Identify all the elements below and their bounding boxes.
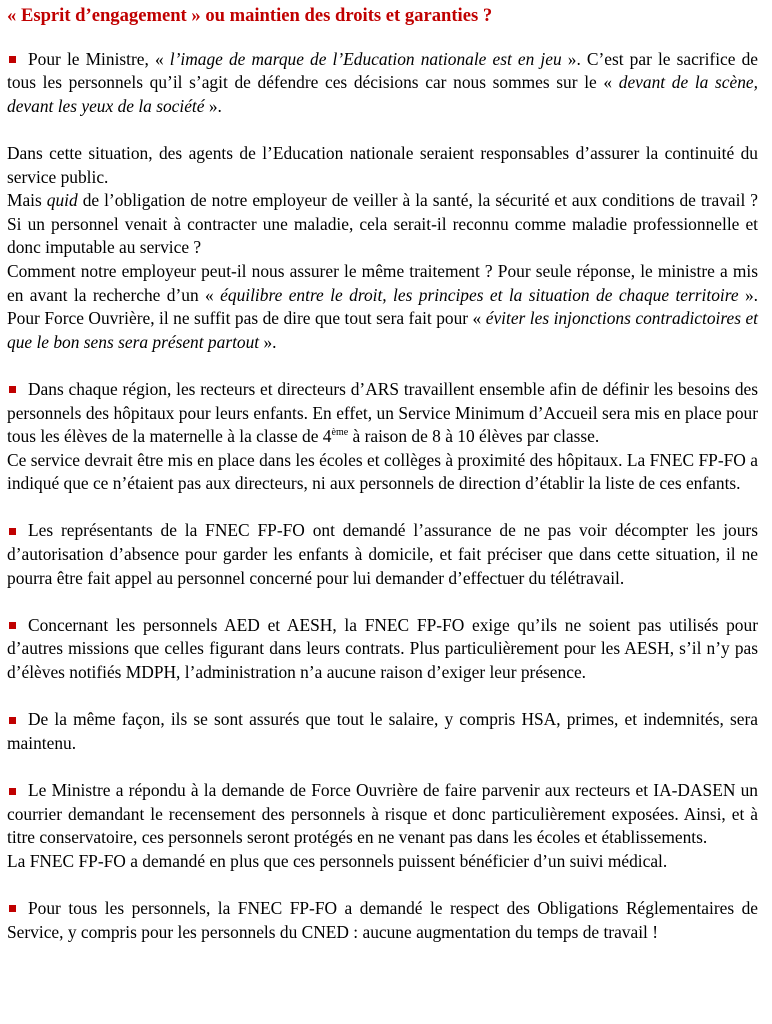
text-run: Le Ministre a répondu à la demande de Force Ouvrière de faire parvenir aux recteurs et IA-DASEN un courrier demandant le recensement des personnels à risque et donc particulièrement exposées. Ainsi, et à titre conservatoire, ces personnels seront protégés en ne venant pas dans les écoles et établissements. (7, 780, 758, 848)
text-run: Concernant les personnels AED et AESH, la FNEC FP-FO exige qu’ils ne soient pas utilisés pour d’autres missions que celles figurant dans leurs contrats. Plus particulièrement pour les AESH, s’il n’y pas d’élèves notifiés MDPH, l’administration n’a aucune raison d’exiger leur présence. (7, 614, 758, 683)
red-square-bullet-icon (9, 56, 16, 63)
paragraph-medical-follow-up: La FNEC FP-FO a demandé en plus que ces personnels puissent bénéficier d’un suivi médical. (7, 850, 668, 871)
red-square-bullet-icon (9, 788, 16, 795)
quote-italic: l’image de marque de l’Education nationale est en jeu (169, 48, 562, 69)
text-run: de l’obligation de notre employeur de veiller à la santé, la sécurité et aux conditions de travail ? Si un personnel venait à contracter une maladie, cela serait-il reconnu comme maladie professionnelle et donc imputable au service ? (7, 190, 758, 258)
paragraph-absence-authorization (7, 519, 758, 590)
text-run: Les représentants de la FNEC FP-FO ont demandé l’assurance de ne pas voir décompter les jours d’autorisation d’absence pour garder les enfants à domicile, et fait préciser que dans cette situation, il ne pourra être fait appel au personnel concerné pour lui demander d’effectuer du télétravail. (7, 520, 758, 588)
paragraph-risk-personnel (7, 779, 758, 850)
latin-italic: quid (46, 190, 78, 211)
text-run: ». C’est par le sacrifice de tous les personnels qu’il s’agit de défendre ces décisions car nous sommes sur le « (7, 48, 758, 93)
red-square-bullet-icon (9, 386, 16, 393)
text-run: Pour le Ministre, « (28, 48, 170, 69)
text-run: à raison de 8 à 10 élèves par classe. (348, 426, 600, 447)
paragraph-salary (7, 708, 758, 755)
red-square-bullet-icon (9, 528, 16, 535)
paragraph-employer-obligation (7, 189, 758, 260)
text-run: ». Pour Force Ouvrière, il ne suffit pas de dire que tout sera fait pour « (7, 284, 759, 329)
text-run: ». (204, 95, 222, 116)
red-square-bullet-icon (9, 905, 16, 912)
text-run: Pour tous les personnels, la FNEC FP-FO a demandé le respect des Obligations Réglementaires de Service, y compris pour les personnels du CNED : aucune augmentation du temps de travail ! (7, 897, 758, 942)
red-square-bullet-icon (9, 622, 16, 629)
quote-italic: éviter les injonctions contradictoires et que le bon sens sera présent partout (7, 308, 758, 352)
quote-italic: devant de la scène, devant les yeux de la société (7, 72, 758, 116)
quote-italic: équilibre entre le droit, les principes et la situation de chaque territoire (220, 284, 739, 305)
text-run: Mais (7, 190, 47, 211)
paragraph-same-treatment (7, 260, 758, 354)
ordinal-superscript: ème (331, 427, 349, 439)
document-title: « Esprit d’engagement » ou maintien des droits et garanties ? (7, 5, 493, 26)
paragraph-service-location: Ce service devrait être mis en place dans les écoles et collèges à proximité des hôpitaux. La FNEC FP-FO a indiqué que ce n’étaient pas aux directeurs, ni aux personnels de direction d’établir la liste de ces enfants. (7, 449, 758, 494)
paragraph-minister-image (7, 48, 758, 119)
paragraph-continuity: Dans cette situation, des agents de l’Education nationale seraient responsables d’assurer la continuité du service public. (7, 142, 758, 187)
paragraph-minimum-service (7, 378, 758, 449)
text-run: Comment notre employeur peut-il nous assurer le même traitement ? Pour seule réponse, le ministre a mis en avant la recherche d’un « (7, 260, 758, 305)
paragraph-service-obligations (7, 897, 758, 944)
text-run: ». (259, 331, 277, 352)
red-square-bullet-icon (9, 717, 16, 724)
paragraph-aed-aesh (7, 614, 758, 685)
text-run: De la même façon, ils se sont assurés que tout le salaire, y compris HSA, primes, et indemnités, sera maintenu. (7, 709, 758, 753)
text-run: Dans chaque région, les recteurs et directeurs d’ARS travaillent ensemble afin de définir les besoins des personnels des hôpitaux pour leurs enfants. En effet, un Service Minimum d’Accueil sera mis en place pour tous les élèves de la maternelle à la classe de 4 (7, 378, 758, 447)
